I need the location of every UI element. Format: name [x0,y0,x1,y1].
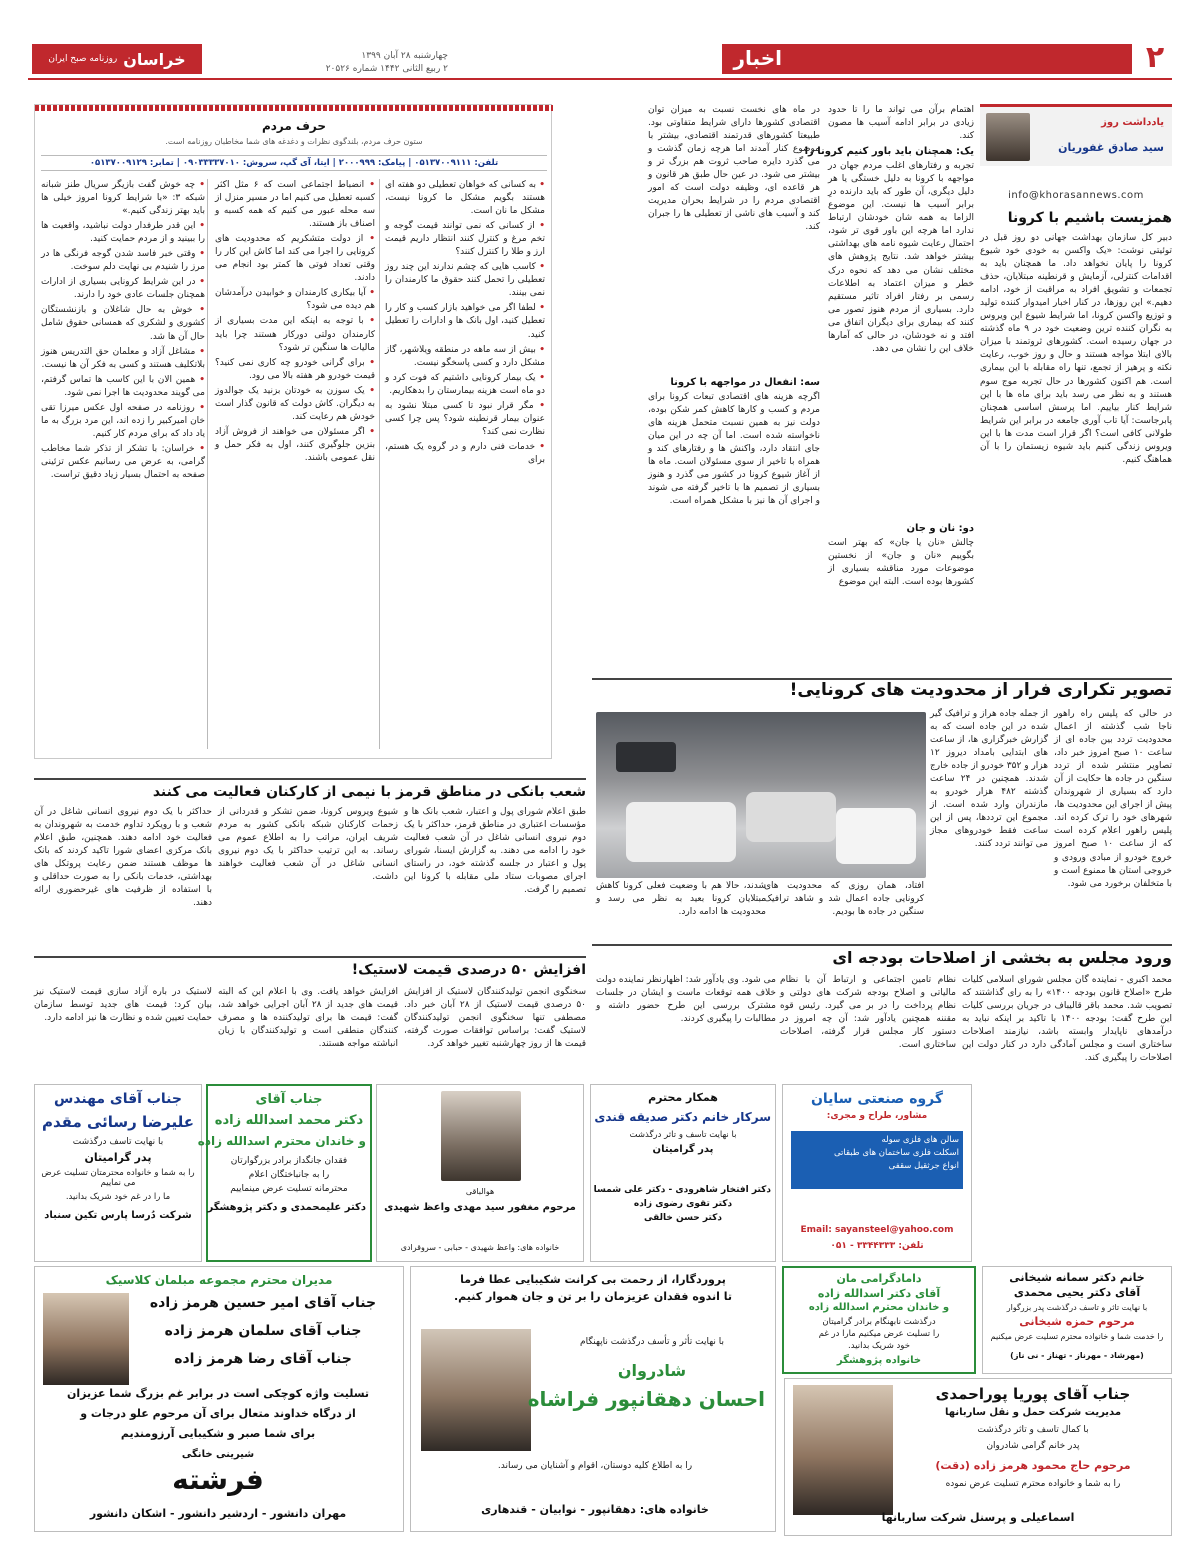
ad-condolence-sheikhani [982,1266,1172,1374]
ad-line: را تسلیت عرض میکنیم مارا در غم [818,1329,940,1339]
ad-line: شادروان [617,1361,687,1380]
harf-item: • وقتی خبر فاسد شدن گوجه فرنگی ها در مرز را شنیدم بی نهایت دلم سوخت. [41,248,205,274]
harf-item: • در این شرایط کرونایی بسیاری از ادارات همچنان جلسات عادی خود را دارند. [41,276,205,302]
traffic-caption-b: شدند، حالا هم با وضعیت فعلی کرونا کاهش مبتلایان کرونا بعید به نظر می رسد و محدودیت ها ادامه دارد. [596,881,766,918]
ad-line: از درگاه خداوند متعال برای آن مرحوم علو درجات و [80,1407,356,1420]
plastic-col-2: افزایش خواهد یافت. وی با اعلام این که البته قیمت های جدید از ۲۸ آبان اجرایی خواهد شد، گفت: قیمت ها برای تولیدکننده ها و مصرف کنندگان منطقی است و تولیدکنندگان با زیان انباشته مواجه هستند. [218,987,398,1050]
ad-line: پروردگارا، از رحمت بی کرانت شکیبایی عطا فرما [460,1273,726,1286]
harf-item: • از دولت متشکریم که محدودیت های کرونایی را اجرا می کند اما کاش این کار را وقتی تعداد فوتی ها کمتر بود انجام می دادند. [215,233,375,285]
traffic-col-b: از جمله جاده هراز و ترافیک گیر شده در این جاده است که به گزارش خبرگزاری ها، از ساعت های ابتدایی بامداد دیروز ۱۲ هزار و ۳۵۲ خودرو از جاده خارج شدند. همچنین در ۲۴ ساعت گذشته ۴۸۲ هزار خودرو به مازندران وارد شده است. از مجموع این ترددها، پس از این ساعت فقط خودروهای مجاز می توانند تردد کنند. [930,709,1049,850]
harf-item: • این قدر طرفدار دولت نباشید، واقعیت ها را ببینید و از مردم حمایت کنید. [41,220,205,246]
section-divider [34,956,586,958]
ad-line: با نهایت تاثر و تاسف درگذشت پدر بزرگوار [1006,1303,1148,1312]
ad-line: برای شما صبر و شکیبایی آرزومندیم [120,1427,316,1440]
ad-line: ما را در غم خود شریک بدانید. [65,1192,171,1202]
budget-col-2: نظام تامین اجتماعی و ارتباط آن با نظام مالیاتی و اصلاح بودجه شرکت های دولتی و نظام پرداخت را در بر می گیرد. رئیس قوه مقننه همچنین یادآور شد: آن چه امروز در دستور کار مجلس قرار گرفته، اصلاحات ساختاری است. [780,975,956,1051]
ad-line: با نهایت تاسف و تاثر درگذشت [629,1130,737,1140]
deceased-photo [441,1091,521,1181]
ad-line: با نهایت تاسف درگذشت [72,1137,164,1147]
bank-col-1: طبق اعلام شورای پول و اعتبار، شعب بانک ها و مؤسسات اعتباری در مناطق قرمز، حداکثر با یک دوم نیروی انسانی شاغل در آن شعب فعالیت خود را ادامه می دهند. به گزارش ایسنا، شورای پول و اعتبار در جلسه گذشته خود، در راستای اجرای مصوبات ستاد ملی مقابله با کرونا این تصمیم را گرفت. [404,807,586,896]
ad-line: با نهایت تأثر و تأسف درگذشت ناپهنگام [580,1337,724,1347]
ad-line: گروه صنعتی سایان [810,1091,944,1107]
ad-line: خانواده های: دهقانپور - نوابیان - قندهاری [481,1503,709,1516]
ad-line: تلفن: ۳۳۴۴۳۳۳ - ۰۵۱ [830,1241,924,1251]
ad-line: تا اندوه فقدان عزیزمان را بر تن و جان هموار کنیم. [453,1290,732,1303]
col3-body-2: اگرچه هزینه های اقتصادی تبعات کرونا برای مردم و کسب و کارها کاهش کمر شکن بوده، دولت نیز به همین نسبت متحمل هزینه های ناخواسته شده است. اما آن چه در این میان جای انتقاد دارد، واکنش ها و رفتارهای کند و همراه با تاخیر از سوی مسئولان است. ماه ها از آغاز شیوع کرونا در کشور می گذرد و هنوز بسیاری از تصمیم ها با تاخیر گرفته می شوند و اجرای آن ها نیز با مشکل همراه است. [648,392,820,507]
ad-line: آقای دکتر اسدالله زاده [817,1287,941,1300]
ad-line: مرحوم حاج محمود هرمز زاده (دقت) [935,1459,1131,1472]
car-shape [836,808,916,864]
ad-line: جناب آقای رضا هرمز زاده [174,1351,352,1367]
ad-line: جناب آقای سلمان هرمز زاده [164,1323,362,1339]
ad-line: دکتر علیمحمدی و دکتر پژوهشگر [207,1202,366,1213]
harf-col-a [385,179,545,751]
ad-line: پدر خانم گرامی شادروان [986,1441,1080,1451]
traffic-caption-a: افتاد، همان روزی که محدودیت های کرونایی جاده اعمال شد و شاهد ترافیک سنگین در جاده ها بودیم. [764,881,924,918]
ad-line: دکتر افتخار شاهرودی - دکتر علی شمسا [593,1185,771,1195]
ad-condolence-rasaei [34,1084,202,1262]
harf-item: • مشاغل آزاد و معلمان حق التدریس هنوز بلاتکلیف هستند و کسی به فکر آن ها نیست. [41,346,205,372]
harf-item: • بیش از سه ماهه در منطقه ویلاشهر، گاز مشکل دارد و کسی پاسخگو نیست. [385,344,545,370]
col2-sub-1: یک: همچنان باید باور کنیم کرونا را [804,146,974,158]
harf-item: • خوش به حال شاغلان و بازنشستگان کشوری و لشکری که همسانی حقوق شامل حال آن ها شد. [41,304,205,343]
harf-item: • همین الان با این کاسب ها تماس گرفتم، می گویند محدودیت ها اجرا نمی شود. [41,374,205,400]
harf-item: • روزنامه در صفحه اول عکس میرزا تقی خان امیرکبیر را زده اند، این مرد بزرگ به ما یاد داد که برای مردم کار کنیم. [41,402,205,441]
ad-line: انواع جرثقیل سقفی [888,1161,959,1171]
ad-line: را به اطلاع کلیه دوستان، اقوام و آشنایان می رساند. [497,1461,693,1471]
budget-title: ورود مجلس به بخشی از اصلاحات بودجه ای [832,948,1172,967]
paper-name: خراسان [123,49,186,69]
harf-item: • یک سوزن به خودتان بزنید یک جوالدوز به دیگران. کاش دولت که قانون گذار است خودش هم رعایت کند. [215,385,375,424]
traffic-photo [596,712,926,878]
ad-line: درگذشت نابهنگام برادر گرامیتان [822,1317,936,1327]
ad-line: پدر گرامیتان [652,1144,714,1155]
ad-line: محترمانه تسلیت عرض مینماییم [230,1184,348,1194]
deceased-photo [421,1329,531,1451]
ad-line: احسان دهقانپور فراشاه [527,1387,765,1411]
harf-item: • برای گرانی خودرو چه کاری نمی کنید؟ قیمت خودرو هر هفته بالا می رود. [215,357,375,383]
author-avatar [986,113,1030,161]
harf-item: • انضباط اجتماعی است که ۶ مثل اکثر کسبه تعطیل می کنیم اما در مسیر منزل از سه محله عبور می کنیم که همه کسبه و اصناف باز هستند. [215,179,375,231]
opinion-col-3 [648,104,820,672]
ad-line: مشاور، طراح و مجری: [826,1111,928,1121]
ad-line: دکتر تقوی رضوی زاده [633,1199,733,1209]
harf-col-b [215,179,375,751]
ad-line: مدیریت شرکت حمل و نقل ساربانها [944,1407,1122,1418]
harf-item: • از کسانی که نمی توانند قیمت گوجه و تخم مرغ و کنترل کنند انتظار داریم قیمت ارز و طلا را کنترل کنند؟ [385,220,545,259]
column-author: سید صادق غفوریان [1058,141,1164,154]
column-email: info@khorasannews.com [1008,190,1144,201]
harf-item: • آیا بیکاری کارمندان و خوابیدن درآمدشان هم دیده می شود؟ [215,287,375,313]
ad-line: را خدمت شما و خانواده محترم تسلیت عرض میکنیم [990,1332,1164,1341]
column-body: دبیر کل سازمان بهداشت جهانی دو روز قبل در توئیتی نوشت: «یک واکسن به خودی خود شیوع کرونا را پایان نخواهد داد. ما همچنان باید به اقدامات کنترلی، آزمایش و قرنطینه مبتلایان، حذف تجمعات و تشویق افراد به مراقبت از خود، ادامه دهیم.» این روزها، در کنار اخبار امیدوار کننده تولید و توزیع واکسن کرونا، اما شرایط شیوع این ویروس به نگران کننده ترین وضعیت خود در ۹ ماه گذشته در جهان رسیده است. کشورهای ثروتمند با میزان بالای ابتلا مواجه هستند و حال و روز خوب، رعایت نکته و پرهیز از تجمع، تنها راه مقابله با این بیماری است. هم اکنون کشورها در حال تجربه موج سوم هستند و به نظر می رسد باید برای ماه ها با این شرایط کنار بیاییم. اما پرسش اساسی همچنان پابرجاست: آیا تاب آوری جامعه در برابر این شرایط طولانی کافی است؟ اگر قرار است مدت ها با این ویروس زندگی کنیم باید شیوه زیستمان را با آن هماهنگ کنیم. [980,233,1172,465]
harf-mardom-box [34,104,552,759]
portrait-photo [43,1293,129,1385]
ad-line: جناب آقای مهندس [54,1091,182,1107]
ad-line: مرحوم مغفور سید مهدی واعظ شهیدی [384,1202,576,1213]
ad-line: دکتر محمد اسدالله زاده [214,1113,364,1128]
harf-topline [35,105,553,111]
ad-line: و خاندان محترم اسدالله زاده [197,1134,366,1148]
ad-line: خود شریک بدانید. [848,1341,910,1351]
ad-line: آقای دکتر یحیی محمدی [1013,1286,1141,1299]
column-header [980,104,1172,166]
col2-body-1: اهتمام برآن می تواند ما را تا حدود زیادی در برابر ادامه آسیب ها مصون کند. [828,105,974,142]
ad-line: تسلیت واژه کوچکی است در برابر غم بزرگ شما عزیزان [66,1387,370,1400]
ad-obituary-vaez [376,1084,584,1262]
ad-line: مرحوم حمزه شیخانی [1019,1315,1135,1328]
paper-logo[interactable] [32,44,202,74]
ad-line: خانواده پژوهشگر [836,1355,922,1366]
ad-line: جناب آقای [255,1092,323,1107]
page-number: ۲ [1145,40,1165,75]
ad-condolence-asadollahzadeh [197,1084,372,1262]
ad-condolence-pazhouheshgar [782,1266,976,1374]
ad-line: فرشته [172,1463,264,1496]
ad-line: مهران دانشور - اردشیر دانشور - اشکان دانشور [89,1507,347,1520]
ad-line: را به شما و خانواده محترم تسلیت عرض نموده [945,1479,1121,1489]
date-line-2: ۲ ربیع الثانی ۱۴۴۲ شماره ۲۰۵۲۶ [325,63,448,74]
bank-col-3: حداکثر با یک دوم نیروی انسانی شاغل در آن شعب و با رویکرد تداوم خدمت به شهروندان به فعالیت خود ادامه دهند. همچنین، طبق اعلام بانک مرکزی اعضای شورا تاکید کردند که بانک ها موظف هستند ضمن رعایت پروتکل های بهداشتی، خدمات بانکی را به صورت حداقلی و با استفاده از ظرفیت های غیرحضوری ارائه دهند. [34,807,212,909]
ad-line: پدر گرامیتان [84,1151,152,1164]
ad-condolence-pourahmadi [784,1378,1172,1536]
ad-line: شیرینی خانگی [181,1449,255,1460]
harf-item: • به کسانی که خواهان تعطیلی دو هفته ای هستند بگویم مشکل ما کرونا نیست، مشکل ما نان است. [385,179,545,218]
ad-line: جناب آقای پوریا پوراحمدی [935,1385,1131,1403]
ad-line: دامادگرامی مان [836,1272,922,1285]
harf-item: • اگر مسئولان می خواهند از فروش آزاد بنزین جلوگیری کنند، اول به فکر حمل و نقل عمومی باشند. [215,426,375,465]
ad-sayan-steel [782,1084,972,1262]
ad-line: خانواده های: واعظ شهیدی - حبابی - سروقرادی [400,1243,560,1252]
harf-item: • با توجه به اینکه این مدت بسیاری از کارمندان دولتی دورکار هستند چرا باید مالیات ها سنگین تر شود؟ [215,315,375,354]
ad-line: (مهرشاد - مهرناز - تهناز - نی ناز) [1010,1351,1144,1360]
plastic-col-3: لاستیک در باره آزاد سازی قیمت لاستیک نیز بیان کرد: قیمت های جدید توسط سازمان حمایت تعیین شده و نظارت ها نیز ادامه دارد. [34,987,212,1024]
paper-tagline: روزنامه صبح ایران [48,54,118,64]
ad-line: همکار محترم [648,1091,718,1104]
harf-item: • لطفا اگر می خواهید بازار کسب و کار را تعطیل کنید، اول بانک ها و ادارات را تعطیل کنید. [385,302,545,341]
date-line-1: چهارشنبه ۲۸ آبان ۱۳۹۹ [361,51,448,61]
ad-line: سالن های فلزی سوله [881,1135,959,1145]
opinion-col-2 [804,104,974,672]
harf-col-c [41,179,205,751]
ad-line: مدیران محترم مجموعه مبلمان کلاسیک [105,1273,333,1287]
ad-line: جناب آقای امیر حسین هرمز زاده [149,1295,377,1311]
ad-line: فقدان جانگداز برادر بزرگوارتان [230,1156,348,1166]
harf-title: حرف مردم [261,119,327,133]
ad-line: هوالباقی [465,1187,495,1196]
car-shape [616,742,676,772]
ad-line: را به جانباختگان اعلام [248,1170,330,1180]
harf-divider [379,179,380,749]
harf-subtitle: ستون حرف مردم، بلندگوی نظرات و دغدغه های شما مخاطبان روزنامه است. [165,137,423,146]
masthead [28,38,1172,80]
ad-line: علیرضا رسائی مقدم [42,1113,194,1131]
ad-line: اسماعیلی و پرسنل شرکت ساربانها [881,1511,1075,1524]
harf-item: • کاسب هایی که چشم ندارند این چند روز تعطیلی را تحمل کنند حقوق ما کارمندان را نمی بینند. [385,261,545,300]
harf-item: • خراسان: با تشکر از تذکر شما مخاطب گرامی، به عرض می رسانیم عکس تزئینی صفحه به احتمال بسیار زیاد دقیق تراست. [41,443,205,482]
ad-line: با کمال تاسف و تاثر درگذشت [977,1425,1089,1435]
column-title: همزیست باشیم با کرونا [1007,210,1172,226]
plastic-col-1: سخنگوی انجمن تولیدکنندگان لاستیک از افزایش ۵۰ درصدی قیمت لاستیک از ۲۸ آبان خبر داد. مصطفی تنها سخنگوی انجمن تولیدکنندگان لاستیک گفت: براساس توافقات صورت گرفته، قیمت ها از روز چهارشنبه تغییر خواهد کرد. [404,987,586,1050]
column-note [980,104,1172,672]
bank-title: شعب بانکی در مناطق قرمز با نیمی از کارکنان فعالیت می کنند [152,784,586,800]
harf-item: • مگر قرار نبود تا کسی مبتلا نشود به عنوان بیمار قرنطینه شود؟ پس چرا کسی نظارت نمی کند؟ [385,400,545,439]
col2-sub-2: دو: نان و جان [906,523,974,535]
harf-divider [207,179,208,749]
col3-sub-1: سه: انفعال در مواجهه با کرونا [670,377,820,388]
car-shape [746,792,836,842]
ad-line: خانم دکتر سمانه شیخانی [1009,1271,1145,1284]
ad-condolence-hormozzadeh [34,1266,404,1532]
sayan-blue-panel [791,1131,963,1189]
plastic-title: افزایش ۵۰ درصدی قیمت لاستیک! [351,962,586,978]
ad-line: و خاندان محترم اسدالله زاده [808,1302,950,1313]
date-box [208,50,448,75]
ad-line: را به شما و خانواده محترمتان تسلیت عرض می نماییم [41,1168,195,1188]
bank-col-2: شیوع ویروس کرونا، ضمن تشکر و قدردانی از زحمات کارکنان شبکه بانکی کشور به مردم شریف ایران، مراتب را به اطلاع عموم می رساند. به این ترتیب حداکثر با یک دوم نیروی انسانی شاغل در آن شعب فعالیت خواهند داشت. [218,807,398,883]
col2-body-2: تجربه و رفتارهای اغلب مردم جهان در مواجهه با کرونا به دلیل خستگی یا هر دلیل دیگری، آن طور که باید دارنده درِ برابر آسیب ها نیست. این موضوع الزاما به همه شان خودشان ارتباط ندارد اما هرچه این باور قوی تر شود، احتمال رعایت شیوه نامه های بهداشتی بیشتر خواهد شد. نتایج پژوهش های مختلف نشان می دهد که نحوه درک خطر و میزان اعتماد به اطلاعات رسمی بر رفتار افراد تاثیر مستقیم دارد. بسیاری از مردم هنوز تصور می کنند که بیماری برای دیگران اتفاق می افتد و نه خودشان، در حالی که آمارها خلاف این را نشان می دهد. [828,161,974,354]
column-label: یادداشت روز [1101,117,1164,128]
portrait-photo [793,1385,893,1515]
traffic-title: تصویر تکراری فرار از محدودیت های کرونایی! [789,680,1172,700]
harf-item: • چه خوش گفت بازیگر سریال طنز شبانه شبکه ۳: «با شرایط کرونا امروز خیلی ها باید بهتر زندگی کنیم.» [41,179,205,218]
harf-contact-bar: تلفن: ۰۵۱۳۷۰۰۹۱۱۱ | پیامک: ۲۰۰۰۹۹۹ | ایتا، آی گپ، سروش: ۰۹۰۳۳۳۳۷۰۱۰ | تمابر: ۰۵۱۳۷۰۰۹۱۲۹ [41,155,547,171]
ad-line: دکتر حسن خالقی [644,1213,722,1223]
ad-condolence-ghandi [590,1084,776,1262]
section-title-bar [722,44,1132,74]
col2-body-3: چالش «نان یا جان» که بهتر است بگوییم «نان و جان» از نخستین موضوعات مورد مناقشه بسیاری از کشورها بوده است. البته این موضوع [828,538,974,588]
section-divider [34,778,586,780]
ad-line: اسکلت فلزی ساختمان های طبقاتی [833,1148,959,1158]
section-divider [592,944,1172,946]
section-title: اخبار [733,46,782,70]
ad-obituary-dehghanpour [410,1266,776,1532]
harf-item: • خدمات فنی دارم و در گروه یک هستم، برای [385,441,545,467]
budget-col-3: می شود. وی یادآور شد: اظهارنظر نماینده دولت خلاف همه توقعات ماست و ایشان در جلسات مشترک بررسی این طرح حضور داشته و مطالبات را پیگیری کردند. [596,975,776,1025]
budget-col-1: محمد اکبری - نماینده گان مجلس شورای اسلامی کلیات طرح «اصلاح قانون بودجه ۱۴۰۰» را به رای گذاشتند که تصویب شد. محمد باقر قالیباف در جریان بررسی کلیات این طرح گفت: بودجه ۱۴۰۰ با تاکید بر اینکه نباید به درآمدهای ناپایدار وابسته باشد، نیازمند اصلاحات ساختاری است و مجلس آمادگی دارد در کنار دولت این اصلاحات را پیگیری کند. [962,975,1172,1064]
car-shape [626,802,736,862]
ad-line: سرکار خانم دکتر صدیقه قندی [594,1110,771,1124]
col3-body-1: در ماه های نخست نسبت به میزان توان اقتصادی کشورها دارای شرایط متفاوتی بود. طبیعتا کشورهای قدرتمند اقتصادی، بیشتر با موضوع کنار آمدند اما هرچه زمان گذشت و می گذرد دایره صاحب ثروت هم بزرگ تر و بیشتر می شود. در عین حال طبق هر قانون و هر قاعده ای، وظیفه دولت است که امور اقتصادی مردم را در شرایط بحران مدیریت کند و آسیب های ناشی از تعطیلی ها را جبران کند. [648,105,820,233]
ad-line: Email: sayansteel@yahoo.com [800,1225,954,1235]
traffic-col-a: در حالی که پلیس راه راهور ناجا شب گذشته از اعمال محدودیت تردد بین جاده ای از ساعت ۱۰ صبح امروز خبر داد، تصاویر منتشر شده از تردد سنگین در جاده ها حکایت از آن دارد که بسیاری از شهروندان پیش از اجرای این محدودیت ها، شهرهای خود را ترک کرده اند. پلیس راهور اعلام کرده است که از ساعت ۱۰ صبح امروز خروج خودرو از مبادی ورودی و خروجی استان ها ممنوع است و با متخلفان برخورد می شود. [1054,709,1172,889]
harf-item: • یک بیمار کرونایی داشتیم که فوت کرد و دو ماه است هزینه بیمارستان را بدهکاریم. [385,372,545,398]
ad-line: شرکت دُرسا پارس تکین سنباد [44,1210,192,1221]
